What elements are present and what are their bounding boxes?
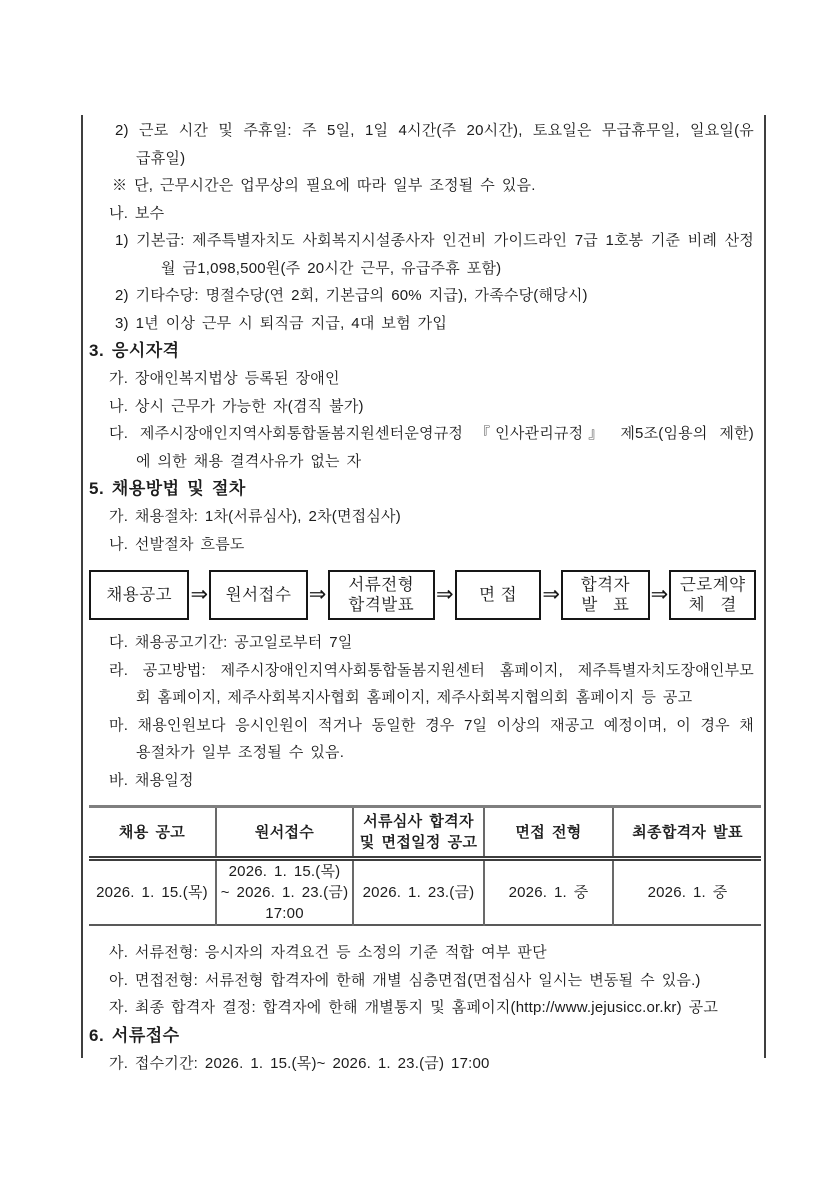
flow-step-label: 서류전형 [348, 576, 415, 594]
cell-value: ~ 2026. 1. 23.(금) [220, 884, 349, 901]
section6-item-ga: 가. 접수기간: 2026. 1. 15.(목)~ 2026. 1. 23.(금) 17:00 [109, 1054, 490, 1072]
selection-process-flowchart [89, 569, 756, 621]
cell-value: 2026. 1. 23.(금) [362, 884, 475, 901]
flow-step-document-screening [328, 570, 435, 620]
header-label: 면접 전형 [515, 823, 582, 841]
cell-value: 2026. 1. 15.(목) [228, 863, 341, 880]
cell-application-period [216, 859, 353, 926]
section5-item-na: 나. 선발절차 흐름도 [109, 535, 245, 553]
section3-item-na: 나. 상시 근무가 가능한 자(겸직 불가) [109, 397, 364, 415]
flow-arrow-icon: ⇒ [190, 583, 209, 606]
section5-item-a: 아. 면접전형: 서류전형 합격자에 한해 개별 심층면접(면접심사 일시는 변동될 수 있음.) [109, 971, 701, 989]
header-announcement [89, 807, 216, 859]
cell-final-pass-date [613, 859, 761, 926]
section6-title: 6. 서류접수 [89, 1025, 180, 1045]
work-hours-line1: 2) 근로 시간 및 주휴일: 주 5일, 1일 4시간(주 20시간), 토요일은 무급휴무일, 일요일(유 [115, 122, 754, 139]
section5-item-ra-line1: 라. 공고방법: 제주시장애인지역사회통합돌봄지원센터 홈페이지, 제주특별자치도장애인부모 [109, 661, 754, 679]
flow-arrow-icon: ⇒ [308, 583, 327, 606]
section5-item-ba: 바. 채용일정 [109, 771, 194, 789]
pay-item2: 2) 기타수당: 명절수당(연 2회, 기본급의 60% 지급), 가족수당(해당시) [115, 287, 588, 304]
flow-step-announcement [89, 570, 189, 620]
work-hours-note: ※ 단, 근무시간은 업무상의 필요에 따라 일부 조정될 수 있음. [112, 177, 536, 194]
flow-step-label: 채용공고 [106, 586, 173, 604]
section5-title: 5. 채용방법 및 절차 [89, 479, 246, 498]
flow-step-label: 합격발표 [348, 596, 415, 614]
pay-heading: 나. 보수 [109, 204, 165, 222]
cell-value: 2026. 1. 중 [508, 884, 589, 901]
table-header-row [89, 807, 761, 859]
header-final-pass [613, 807, 761, 859]
section5-item-sa: 사. 서류전형: 응시자의 자격요건 등 소정의 기준 적합 여부 판단 [109, 944, 547, 961]
section3-item-ga: 가. 장애인복지법상 등록된 장애인 [109, 370, 340, 387]
flow-step-label: 근로계약 [679, 576, 746, 594]
section5-item-da: 다. 채용공고기간: 공고일로부터 7일 [109, 634, 353, 651]
section5-item-ma-line1: 마. 채용인원보다 응시인원이 적거나 동일한 경우 7일 이상의 재공고 예정이며, 이 경우 채 [109, 716, 754, 734]
section5-item-ja: 자. 최종 합격자 결정: 합격자에 한해 개별통지 및 홈페이지(http://www.jejusicc.or.kr) 공고 [109, 999, 719, 1016]
flow-step-pass-announcement [561, 570, 650, 620]
flow-step-interview [455, 570, 542, 620]
recruitment-schedule-table [89, 805, 761, 926]
flow-step-label: 체 결 [688, 596, 737, 614]
header-label: 서류심사 합격자 [363, 813, 474, 830]
flow-step-label: 원서접수 [225, 586, 292, 604]
section5-item-ra-line2: 회 홈페이지, 제주사회복지사협회 홈페이지, 제주사회복지협의회 홈페이지 등 공고 [136, 689, 693, 706]
section3-item-da-line2: 에 의한 채용 결격사유가 없는 자 [136, 452, 362, 470]
cell-value: 2026. 1. 15.(목) [96, 884, 208, 901]
cell-doc-pass-date [353, 859, 484, 926]
work-hours-line2: 급휴일) [136, 149, 186, 167]
pay-item1-line1: 1) 기본급: 제주특별자치도 사회복지시설종사자 인건비 가이드라인 7급 1호봉 기준 비례 산정 [115, 232, 754, 249]
pay-item3: 3) 1년 이상 근무 시 퇴직금 지급, 4대 보험 가입 [115, 314, 448, 332]
flow-step-application [209, 570, 307, 620]
cell-value: 17:00 [265, 905, 304, 922]
document-content [81, 117, 766, 1077]
cell-announcement-date [89, 859, 216, 926]
section5-item-ma-line2: 용절차가 일부 조정될 수 있음. [136, 744, 345, 761]
cell-value: 2026. 1. 중 [647, 884, 728, 901]
pay-item1-line2: 월 금1,098,500원(주 20시간 근무, 유급주휴 포함) [161, 259, 502, 277]
header-label: 원서접수 [254, 823, 315, 841]
section3-item-da-line1: 다. 제주시장애인지역사회통합돌봄지원센터운영규정 『인사관리규정』 제5조(임용의 제한) [109, 425, 754, 442]
section3-title: 3. 응시자격 [89, 341, 180, 360]
flow-arrow-icon: ⇒ [542, 583, 561, 606]
flow-step-contract [669, 570, 756, 620]
section5-item-ga: 가. 채용절차: 1차(서류심사), 2차(면접심사) [109, 508, 401, 525]
flow-step-label: 발 표 [581, 596, 630, 614]
flow-step-label: 합격자 [580, 576, 631, 594]
header-doc-pass [353, 807, 484, 859]
header-label: 최종합격자 발표 [632, 823, 743, 841]
table-row [89, 859, 761, 926]
flow-arrow-icon: ⇒ [435, 583, 454, 606]
flow-arrow-icon: ⇒ [650, 583, 669, 606]
header-label: 및 면접일정 공고 [359, 834, 478, 851]
cell-interview-date [484, 859, 613, 926]
header-application [216, 807, 353, 859]
flow-step-label: 면 접 [479, 586, 518, 604]
header-interview [484, 807, 613, 859]
header-label: 채용 공고 [118, 823, 186, 841]
